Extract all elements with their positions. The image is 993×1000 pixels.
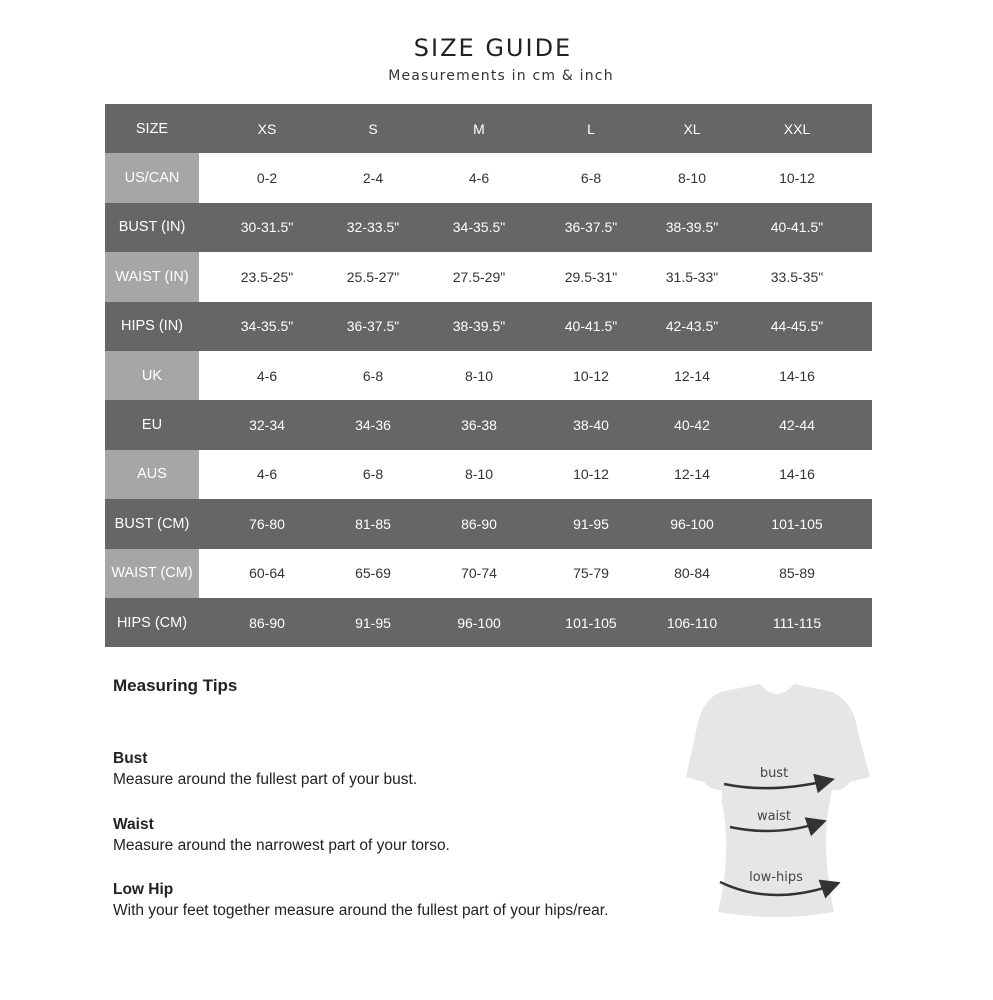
row-label: UK <box>105 351 199 400</box>
tshirt-diagram <box>682 682 874 922</box>
table-cell: 2-4 <box>362 170 384 187</box>
table-cell: 10-12 <box>573 367 609 384</box>
tip-title: Waist <box>113 816 154 833</box>
table-cell: XS <box>257 120 277 137</box>
table-cell: 8-10 <box>464 466 494 483</box>
row-label: AUS <box>105 450 199 499</box>
table-cell: 4-6 <box>256 367 278 384</box>
table-cell: 12-14 <box>674 466 710 483</box>
table-cell: S <box>368 120 378 137</box>
table-cell: 36-38 <box>461 417 497 434</box>
table-cell: XXL <box>783 120 811 137</box>
row-label: WAIST (CM) <box>105 549 199 598</box>
table-cell: 33.5-35" <box>770 268 824 285</box>
table-cell: 6-8 <box>362 367 384 384</box>
table-cell: 75-79 <box>573 565 609 582</box>
table-cell: 6-8 <box>362 466 384 483</box>
row-label: WAIST (IN) <box>105 252 199 301</box>
table-cell: 91-95 <box>355 614 391 631</box>
table-cell: 86-90 <box>461 515 497 532</box>
tip-title: Bust <box>113 750 148 767</box>
table-row <box>105 351 872 400</box>
table-row <box>105 400 872 449</box>
row-label: BUST (CM) <box>114 515 190 532</box>
tip-title: Low Hip <box>113 881 174 898</box>
row-label: HIPS (IN) <box>120 318 184 335</box>
table-header-row <box>105 104 872 153</box>
table-cell: 70-74 <box>461 565 497 582</box>
table-cell: 29.5-31" <box>564 268 618 285</box>
table-cell: 34-36 <box>355 417 391 434</box>
table-cell: 27.5-29" <box>452 268 506 285</box>
table-row <box>105 302 872 351</box>
row-label: BUST (IN) <box>118 219 186 236</box>
tip-waist <box>113 816 450 855</box>
tip-text: Measure around the narrowest part of your torso. <box>113 837 450 854</box>
size-table <box>105 104 872 647</box>
table-cell: 111-115 <box>772 614 822 631</box>
table-cell: 12-14 <box>674 367 710 384</box>
table-cell: 38-39.5" <box>452 318 506 335</box>
table-cell: 38-40 <box>573 417 609 434</box>
table-cell: 85-89 <box>779 565 815 582</box>
table-cell: 60-64 <box>249 565 285 582</box>
row-label: EU <box>141 417 163 434</box>
table-cell: 0-2 <box>256 170 278 187</box>
table-cell: 8-10 <box>464 367 494 384</box>
table-cell: 42-43.5" <box>665 318 719 335</box>
table-cell: 44-45.5" <box>770 318 824 335</box>
table-cell: 101-105 <box>565 614 617 631</box>
table-cell: 40-41.5" <box>564 318 618 335</box>
waist-label: waist <box>756 809 792 824</box>
table-cell: 30-31.5" <box>240 219 294 236</box>
table-cell: 42-44 <box>779 417 815 434</box>
table-cell: XL <box>683 120 701 137</box>
table-cell: 34-35.5" <box>240 318 294 335</box>
bust-label: bust <box>759 766 789 781</box>
table-cell: 86-90 <box>249 614 285 631</box>
table-cell: 38-39.5" <box>665 219 719 236</box>
table-row <box>105 450 872 499</box>
table-row <box>105 252 872 301</box>
table-cell: L <box>587 120 595 137</box>
tip-low-hip <box>113 881 608 920</box>
table-cell: 32-34 <box>249 417 285 434</box>
table-cell: 96-100 <box>457 614 501 631</box>
table-cell: M <box>473 120 485 137</box>
table-row <box>105 549 872 598</box>
table-cell: 81-85 <box>355 515 391 532</box>
table-row <box>105 598 872 647</box>
table-cell: 31.5-33" <box>665 268 719 285</box>
table-cell: 10-12 <box>573 466 609 483</box>
measuring-tips-heading: Measuring Tips <box>113 676 238 695</box>
table-cell: 96-100 <box>670 515 714 532</box>
table-cell: 91-95 <box>573 515 609 532</box>
table-cell: 36-37.5" <box>346 318 400 335</box>
table-row <box>105 499 872 548</box>
table-cell: 8-10 <box>677 170 707 187</box>
table-cell: 32-33.5" <box>346 219 400 236</box>
table-cell: 14-16 <box>779 466 815 483</box>
row-label: US/CAN <box>105 153 199 202</box>
tip-text: Measure around the fullest part of your bust. <box>113 771 418 788</box>
table-cell: 76-80 <box>249 515 285 532</box>
table-cell: 4-6 <box>256 466 278 483</box>
table-cell: 4-6 <box>468 170 490 187</box>
row-label: HIPS (CM) <box>116 614 188 631</box>
table-cell: 65-69 <box>355 565 391 582</box>
table-cell: 6-8 <box>580 170 602 187</box>
low-hips-label: low-hips <box>749 870 803 885</box>
page-title: SIZE GUIDE <box>413 34 573 62</box>
table-cell: 10-12 <box>779 170 815 187</box>
table-cell: 14-16 <box>779 367 815 384</box>
table-row <box>105 203 872 252</box>
table-cell: 34-35.5" <box>452 219 506 236</box>
table-cell: 40-41.5" <box>770 219 824 236</box>
table-cell: 40-42 <box>674 417 710 434</box>
table-cell: 36-37.5" <box>564 219 618 236</box>
table-cell: 80-84 <box>674 565 710 582</box>
table-cell: 25.5-27" <box>346 268 400 285</box>
table-cell: 106-110 <box>666 614 718 631</box>
row-label: SIZE <box>135 120 169 137</box>
tip-text: With your feet together measure around the fullest part of your hips/rear. <box>113 902 609 919</box>
table-cell: 23.5-25" <box>240 268 294 285</box>
table-row <box>105 153 872 202</box>
tip-bust <box>113 750 417 789</box>
table-cell: 101-105 <box>771 515 823 532</box>
page-subtitle: Measurements in cm & inch <box>388 68 614 84</box>
